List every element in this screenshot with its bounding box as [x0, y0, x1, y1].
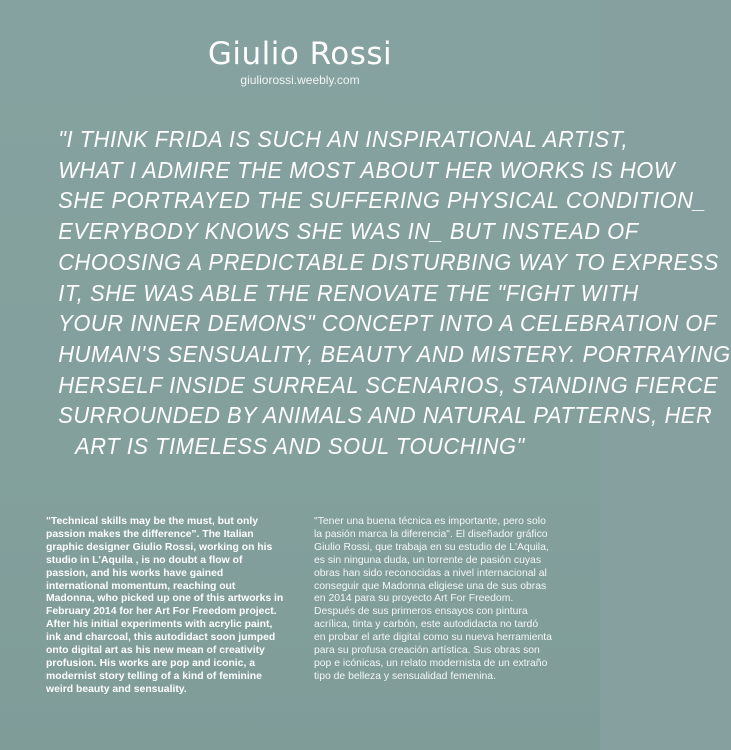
header — [0, 36, 600, 87]
quote-line: SURROUNDED BY ANIMALS AND NATURAL PATTERNS, HER — [58, 402, 713, 429]
quote-line: HERSELF INSIDE SURREAL SCENARIOS, STANDING FIERCE — [58, 371, 719, 398]
spanish-paragraph-1: "Tener una buena técnica es importante, pero solo la pasión marca la diferencia". El diseñador gráfico Giulio Rossi, que trabaja en su estudio de L'Aquila, es sin ninguna duda, un torrente de pasión cuyas obras han sido reconocidas a nivel internacional al conseguir que Madonna eligiese una de sus obras en 2014 para su proyecto Art For Freedom. — [314, 516, 549, 605]
quote-line: EVERYBODY KNOWS SHE WAS IN_ BUT INSTEAD OF — [58, 218, 639, 245]
pull-quote — [58, 124, 731, 462]
english-paragraph-2: After his initial experiments with acrylic paint, ink and charcoal, this autodidact soon jumped onto digital art as his new mean of creativity profusion. His works are pop and iconic, a modernist story telling of a kind of feminine weird beauty and sensuality. — [46, 619, 276, 695]
spanish-column — [314, 516, 552, 684]
quote-line: ART IS TIMELESS AND SOUL TOUCHING" — [75, 433, 525, 460]
english-column — [46, 516, 284, 697]
artist-name: Giulio Rossi — [207, 36, 393, 72]
quote-line: "I THINK FRIDA IS SUCH AN INSPIRATIONAL ARTIST, — [58, 126, 629, 152]
artist-website: giuliorossi.weebly.com — [240, 73, 360, 87]
quote-line: SHE PORTRAYED THE SUFFERING PHYSICAL CONDITION_ — [58, 187, 707, 214]
quote-line: YOUR INNER DEMONS" CONCEPT INTO A CELEBRATION OF — [58, 310, 717, 337]
quote-line: IT, SHE WAS ABLE THE RENOVATE THE "FIGHT WITH — [58, 279, 639, 306]
english-paragraph-1: "Technical skills may be the must, but only passion makes the difference". The Italian graphic designer Giulio Rossi, working on his studio in L'Aquila , is no doubt a flow of passion, and his works have gained international momentum, reaching out Madonna, who picked up one of this artworks in February 2014 for her Art For Freedom project. — [46, 516, 284, 618]
spanish-paragraph-2: Después de sus primeros ensayos con pintura acrílica, tinta y carbón, este autodidacta no tardó en probar el arte digital como su nueva herramienta para su profusa creación artística. Sus obras son pop e icónicas, un relato modernista de un extraño tipo de belleza y sensualidad femenina. — [314, 606, 552, 682]
quote-line: HUMAN'S SENSUALITY, BEAUTY AND MISTERY. PORTRAYING — [58, 340, 731, 367]
quote-line: WHAT I ADMIRE THE MOST ABOUT HER WORKS IS HOW — [58, 156, 676, 183]
quote-line: CHOOSING A PREDICTABLE DISTURBING WAY TO EXPRESS — [58, 248, 719, 275]
